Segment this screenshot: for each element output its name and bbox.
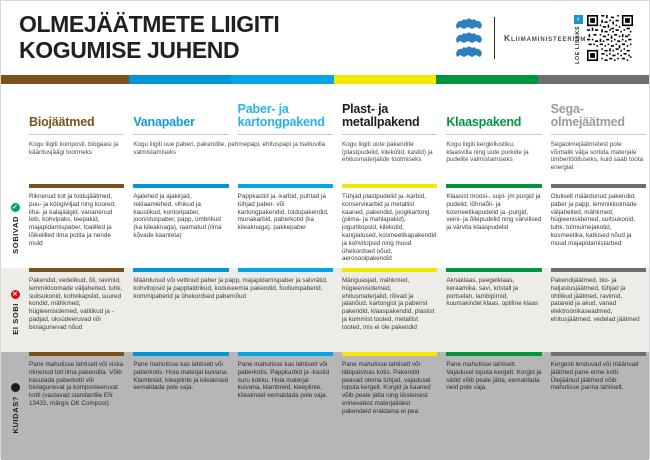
check-circle-icon: ✓ [12, 203, 18, 211]
cross-circle-icon: ✕ [12, 290, 18, 298]
description-paber: Kogu liigiti uue paberi, pakendite, pehmepapi, ehituspapi ja tselluvilla valmistamiseks [133, 141, 326, 156]
black-dot-icon [11, 383, 20, 392]
column-title-kartongpakend: Paber- ja kartongpakend [238, 96, 333, 135]
ei-sobi-biojaatmed: Pakendid, vedelikud, õli, ravimid, lemmikloomade väljaheited, tuhk, suitsukonid, kohvikapslid, suured kondid, mähkmed, hügieenisidemed, vatitikud ja -padjad, oksüdeeruvad või biolagunevad nõud [29, 277, 123, 331]
column-title-klaaspakend: Klaaspakend [446, 96, 541, 135]
page-title [19, 11, 279, 63]
row-label-ei-sobi: ✕ EI SOBI [10, 290, 20, 335]
row-stripes [1, 184, 649, 188]
color-bar-vanapaber [129, 75, 231, 84]
row-stripes [1, 352, 649, 356]
qr-block [572, 15, 633, 64]
kuidas-biojaatmed: Pane mahutisse lahtiselt või viska riknenud toit ilma pakendita. Võib kasutada paberkotti või biolagunevat ja komposteeruvat kotti (vastavad standardile EN 13432, märgis OK Compost) [29, 361, 124, 407]
page-title-line1: OLMEJÄÄTMETE LIIGITI [19, 11, 280, 37]
color-bar-klaaspakend [436, 75, 538, 84]
kuidas-vanapaber: Pane mahutisse kas lahtiselt või paberkotis. Hoia materjal kuivana. Klambreid, kleeplinte ja kileaknaid eemaldada pole vaja. [133, 361, 229, 392]
ei-sobi-plastmetall: Mänguasjad, mähkmed, hügieenisidemed, ehitusmaterjalid, rõivad ja jalanõud, kartongist ja paberist pakendid, klaaspakendid, plastist ja kummist tooted, metallist tooted, mis ei ole pakendid [342, 277, 435, 331]
column-titles [1, 96, 649, 135]
row-ei-sobi [1, 268, 649, 352]
header [1, 1, 649, 75]
kuidas-kartongpakend: Pane mahutisse kas lahtiselt või paberkotis. Pappkarbid ja -kastid suru kokku. Hoia materjal kuivana, klambreid, kleeplinte, kileaknaid eemaldada pole vaja. [237, 361, 330, 400]
kuidas-klaaspakend: Pane mahutisse lahtiselt. Vajadusel loputa kergelt. Korgid ja sildid võib peale jätta, eemaldada neid pole vaja. [446, 361, 542, 392]
kuidas-segaolme: Kergesti lenduvad või määrivad jäätmed pane enne kotti. Ülejäänud jäätmed võib mahutisse panna lahtiselt. [550, 361, 639, 392]
ei-sobi-cells [1, 277, 649, 332]
estonia-coat-of-arms-icon [453, 16, 485, 60]
logo-divider [494, 17, 495, 59]
kuidas-plastmetall: Pane mahutisse lahtiselt või läbipaistvas kotis. Pakendid peavad olema tühjad, vajadusel loputa kergelt. Korgid ja kaaned võib peale jätta ning üksteisest erinevatest materjalidest pakendeid eraldama ei pea. [342, 361, 431, 415]
sobivad-biojaatmed: Riknenud toit ja toidujäätmed, puu- ja köögiviljad ning koored, liha- ja kalajäägid, vananenud leib, kohvipaks, teepakid, majapidamispaber, toalilled ja lõikelilled ilma potita ja nende muld [29, 193, 116, 247]
ministry-logo [453, 16, 586, 60]
row-sobivad [1, 184, 649, 268]
page-title-line2: KOGUMISE JUHEND [19, 37, 240, 63]
description-biojaatmed: Kogu liigiti komposti, biogaasi ja kääritusjäägi toormeks [29, 141, 119, 156]
column-title-plastmetall: Plast- ja metallpakend [342, 96, 437, 135]
sobivad-kartongpakend: Pappkastid ja -karbid, puhtad ja tühjad paber- või kartongpakendid, toidupakendid, munakarbid, paberkotid (ka kileaknaga), pakkepaber [237, 193, 329, 232]
ei-sobi-paber: Määrdunud või vettinud paber ja papp, majapidamispaber ja salvrätid, kohvitopsid ja papptaldrikud, kodukeemia pakendid, fooliumpaberid, kommipaberid ja ühekordsed pabernõud [133, 277, 328, 300]
kuidas-cells [1, 361, 649, 416]
sobivad-cells [1, 193, 649, 263]
qr-label: LOE LISAKS [575, 26, 581, 65]
row-stripes [1, 268, 649, 272]
qr-code [587, 15, 633, 61]
category-color-bar [1, 75, 649, 84]
color-bar-segaolme [538, 75, 649, 84]
arrow-chip-icon: › [574, 15, 583, 24]
color-bar-biojaatmed [1, 75, 129, 84]
sobivad-klaaspakend: Klaasist moosi-, supi- jm purgid ja pudelid, lõhnaõli- ja kosmeetikapudelid ja -purgid, veini- ja õllepudelid ning värvilised ja värvita klaaspudelid [446, 193, 542, 232]
sobivad-segaolme: Oluliselt määrdunud pakendid, paber ja papp, lemmikloomade väljaheited, mähkmed, hügieenisidemed, suitsukonid, tuhk, tolmuimejakotid, kosmeetika, katkised nõud ja muud majapidamistarbed [550, 193, 637, 247]
row-kuidas [1, 352, 649, 460]
sobivad-vanapaber: Ajalehed ja ajakirjad, reklaamlehed, vihikud ja kaustikud, kontoripaber, joonistuspaber, papp, ümbrikud (ka kileaknaga), raamatud (ilma kõvade kaanteta) [133, 193, 222, 239]
color-bar-kartongpakend [231, 75, 334, 84]
color-bar-plastmetall [334, 75, 436, 84]
sobivad-plastmetall: Tühjad plastpudelid ja -karbid, konservikarbid ja metallist kaaned, pakendid, joogikartong (piima- ja mahlapakid), jogurtitopsid, kilekotid, kangialused, kosmeetikapakendid ja kohvitopsid ning muud ühekordsed nõud, aerosoolpakendid [342, 193, 437, 263]
ei-sobi-segaolme: Pakendijäätmed, bio- ja haljastusjäätmed, tühjad ja ohtlikud jäätmed, ravimid, patareid ja akud, vanad elektroonikaseadmed, ehitusjäätmed, vedelad jäätmed [550, 277, 640, 323]
description-klaaspakend: Kogu liigiti kergkillustiku, klaasvilla ning uute purkide ja pudelite valmistamiseks [446, 141, 529, 164]
row-label-kuidas: KUIDAS? [1, 356, 29, 460]
description-segaolme: Segaolmejäätmetest pole võimalik välja sortida materjale ümbertöötluseks, kuid saab toota energiat [550, 141, 644, 171]
table-header [1, 84, 649, 184]
ei-sobi-klaaspakend: Aknaklaas, peegelklaas, keraamika, savi, kristall ja portselan, lambipirnid, kuumakindel klaas, optiline klaas [446, 277, 539, 308]
column-title-biojaatmed: Biojäätmed [29, 96, 124, 135]
ministry-name: Kliimaministeerium [504, 33, 587, 43]
column-title-vanapaber: Vanapaber [133, 96, 228, 135]
column-title-segaolme: Sega-olmejäätmed [551, 96, 646, 135]
column-descriptions [1, 141, 649, 171]
qr-sidebar [572, 15, 584, 64]
row-label-sobivad: ✓ SOBIVAD [10, 203, 20, 254]
description-plastmetall: Kogu liigiti uute pakendite (plastpudelid, kilekotid, kastid) ja ehitusmaterjalide tootmiseks [342, 141, 433, 164]
